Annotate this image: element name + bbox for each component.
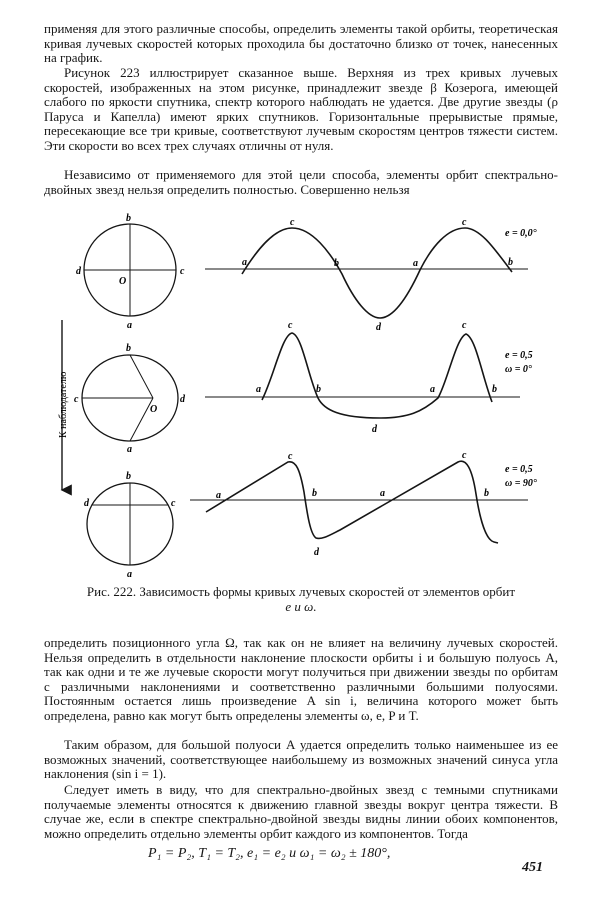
orbit-label-right: c xyxy=(171,498,176,509)
orbit-label-right: c xyxy=(180,266,185,277)
paragraph-1: применяя для этого различные способы, определить элементы такой орбиты, теоретическая кривая лучевых скоростей которых проходила бы достаточно близко от точек, нанесенных на график. xyxy=(44,21,558,66)
curve-label-a: a xyxy=(242,257,247,268)
velocity-curve-2 xyxy=(262,333,492,418)
caption-line-1: Рис. 222. Зависимость формы кривых лучевых скоростей от элементов орбит xyxy=(86,584,516,599)
orbit-axis xyxy=(130,355,153,398)
orbit-row-1 xyxy=(76,213,537,333)
paragraph-4: определить позиционного угла Ω, так как он не влияет на величину лучевых скоростей. Нельзя определить в отдельности наклонение плоскости орбиты i и большую полуось A, так как одни и те же лучевые скорости могут получиться при движении звезды по орбитам с различными наклонениями и соответственно различными большими полуосями. Постоянным остается лишь произведение A sin i, величина которого может быть определена, равно как могут быть определены элементы ω, e, P и T. xyxy=(44,635,558,723)
curve-label-c: c xyxy=(288,320,293,331)
curve-label-b: b xyxy=(316,384,321,395)
velocity-curve-3 xyxy=(206,461,498,543)
curve-label-b: b xyxy=(312,488,317,499)
curve-label-a: a xyxy=(380,488,385,499)
orbit-label-right: d xyxy=(180,394,185,405)
page-number: 451 xyxy=(522,860,543,875)
curve-label-a: a xyxy=(256,384,261,395)
orbit-params-2b: ω = 0° xyxy=(505,364,532,375)
curve-label-b: b xyxy=(484,488,489,499)
orbit-label-bottom: a xyxy=(127,320,132,331)
curve-label-a: a xyxy=(413,258,418,269)
orbit-label-bottom: a xyxy=(127,444,132,455)
orbit-label-left: c xyxy=(74,394,79,405)
orbit-params-1: e = 0,0° xyxy=(505,228,537,239)
orbit-params-3a: e = 0,5 xyxy=(505,464,533,475)
velocity-curve-1 xyxy=(242,228,512,318)
curve-label-b: b xyxy=(492,384,497,395)
curve-label-a: a xyxy=(216,490,221,501)
curve-label-a: a xyxy=(430,384,435,395)
curve-label-c: c xyxy=(462,320,467,331)
curve-label-c: c xyxy=(288,451,293,462)
figure-222 xyxy=(0,205,600,595)
curve-label-d: d xyxy=(376,322,381,333)
orbit-label-top: b xyxy=(126,213,131,224)
orbit-label-top: b xyxy=(126,471,131,482)
orbit-label-center: O xyxy=(150,404,158,415)
paragraph-3: Независимо от применяемого для этой цели способа, элементы орбит спектрально-двойных звезд нельзя определить полностью. Совершенно нельзя xyxy=(44,167,558,197)
caption-line-2: e и ω. xyxy=(285,599,317,614)
curve-label-c: c xyxy=(290,217,295,228)
paragraph-2: Рисунок 223 иллюстрирует сказанное выше. Верхняя из трех кривых лучевых скоростей, изображенных на этом рисунке, принадлежит звезде β Козерога, имеющей слабого по яркости спутника, спектр которого наблюдать не удается. Две другие звезды (ρ Паруса и Капелла) имеют ярких спутников. Горизонтальные прерывистые прямые, пересекающие все три кривые, соответствуют лучевым скоростям центров тяжести систем. Эти скорости во всех трех случаях отличны от нуля. xyxy=(44,65,558,153)
orbit-row-3 xyxy=(84,450,537,580)
curve-label-d: d xyxy=(314,547,319,558)
orbit-label-left: d xyxy=(84,498,89,509)
curve-label-b: b xyxy=(508,257,513,268)
curve-label-d: d xyxy=(372,424,377,435)
orbit-params-3b: ω = 90° xyxy=(505,478,537,489)
orbit-label-left: d xyxy=(76,266,81,277)
orbit-row-2 xyxy=(74,320,533,455)
observer-label: К наблюдателю xyxy=(58,371,69,438)
figure-caption xyxy=(44,584,558,614)
curve-label-b: b xyxy=(334,258,339,269)
orbit-label-top: b xyxy=(126,343,131,354)
orbit-params-2a: e = 0,5 xyxy=(505,350,533,361)
orbit-label-center: O xyxy=(119,276,127,287)
orbit-label-bottom: a xyxy=(127,569,132,580)
formula: P₁ = P₂, T₁ = T₂, e₁ = e₂ и ω₁ = ω₂ ± 180°, xyxy=(148,846,391,861)
curve-label-c: c xyxy=(462,450,467,461)
curve-label-c: c xyxy=(462,217,467,228)
paragraph-6: Следует иметь в виду, что для спектрально-двойных звезд с темными спутниками получаемые элементы относятся к движению главной звезды вокруг центра тяжести. В случае же, если в спектре спектрально-двойной звезды видны линии обоих компонентов, можно определить отдельно элементы орбит каждого из компонентов. Тогда xyxy=(44,782,558,841)
paragraph-5: Таким образом, для большой полуоси A удается определить только наименьшее из ее возможных значений, соответствующее наибольшему из возможных значений синуса угла наклонения (sin i = 1). xyxy=(44,737,558,782)
